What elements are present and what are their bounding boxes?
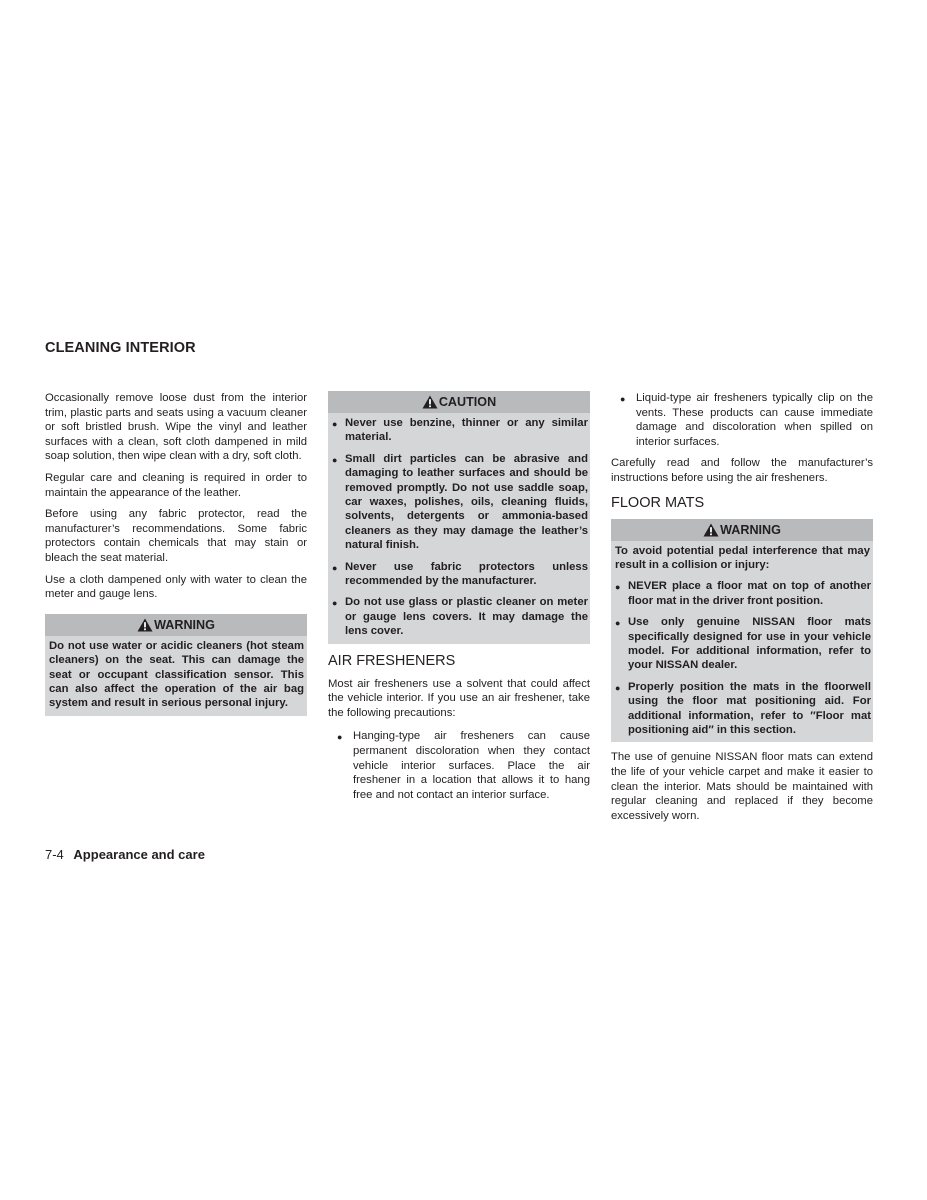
warning-text: Do not use water or acidic cleaners (hot steam cleaners) on the seat. This can damage the seat or occupant classification sensor. This can also affect the operation of the air bag system and result in serious personal injury. [49, 639, 304, 710]
list-item: ● Hanging-type air fresheners can cause permanent discoloration when they contact vehicle interior surfaces. Place the air freshener in a location that allows it to hang free and not contact an interior surface. [337, 730, 590, 801]
bullet-dot-icon: ● [332, 419, 338, 429]
caution-list [328, 416, 590, 639]
air-freshener-list-continued [611, 391, 873, 449]
paragraph: Use a cloth dampened only with water to clean the meter and gauge lens. [45, 573, 307, 601]
list-item: ● Liquid-type air fresheners typically clip on the vents. These products can cause immediate damage and discoloration when spilled on interior surfaces. [620, 392, 873, 448]
list-item: ● Do not use glass or plastic cleaner on meter or gauge lens covers. It may damage the lens cover. [332, 596, 588, 638]
bullet-dot-icon: ● [332, 598, 338, 609]
air-freshener-list [328, 729, 590, 802]
floor-mat-warning-box [611, 519, 873, 743]
page-footer [45, 847, 205, 862]
list-item: ● NEVER place a floor mat on top of another floor mat in the driver front position. [615, 580, 871, 607]
column-right [611, 391, 873, 830]
air-fresheners-heading: AIR FRESHENERS [328, 652, 456, 669]
list-item: ● Never use fabric protectors unless recommended by the manufacturer. [332, 560, 588, 588]
page-number: 7-4 [45, 847, 64, 862]
list-item: ● Small dirt particles can be abrasive and damaging to leather surfaces and should be removed promptly. Do not use saddle soap, car waxes, polishes, oils, cleaning fluids, solvents, detergents or ammonia-based cleaners as they may damage the leather’s natural finish. [332, 452, 588, 552]
bullet-dot-icon: ● [337, 732, 343, 743]
chapter-title: Appearance and care [73, 847, 205, 862]
paragraph: Carefully read and follow the manufacturer’s instructions before using the air fresheners. [611, 457, 873, 484]
floor-mats-heading: FLOOR MATS [611, 494, 705, 511]
warning-triangle-icon [703, 523, 719, 537]
bullet-dot-icon: ● [332, 562, 338, 573]
warning-header [45, 614, 307, 636]
bullet-dot-icon: ● [332, 454, 338, 465]
bullet-dot-icon: ● [615, 582, 621, 593]
column-left [45, 391, 307, 724]
paragraph: Regular care and cleaning is required in order to maintain the appearance of the leather. [45, 471, 307, 499]
warning-triangle-icon [137, 618, 153, 632]
floor-mat-warning-list [611, 579, 873, 737]
caution-heading: CAUTION [438, 395, 497, 409]
bullet-dot-icon: ● [620, 394, 626, 404]
list-item: ● Never use benzine, thinner or any similar material. [332, 417, 588, 444]
section-title: CLEANING INTERIOR [45, 340, 196, 356]
bullet-dot-icon: ● [615, 618, 621, 629]
bullet-dot-icon: ● [615, 682, 621, 693]
column-middle [328, 391, 590, 809]
paragraph: Before using any fabric protector, read the manufacturer’s recommendations. Some fabric protectors contain chemicals that may stain or bleach the seat material. [45, 508, 307, 564]
caution-header [328, 391, 590, 413]
warning-heading: WARNING [154, 617, 215, 632]
paragraph: Occasionally remove loose dust from the interior trim, plastic parts and seats using a vacuum cleaner or soft bristled brush. Wipe the vinyl and leather surfaces with a clean, soft cloth dampened in mild soap solution, then wipe clean with a dry, soft cloth. [45, 392, 307, 463]
caution-box [328, 391, 590, 644]
paragraph: Most air fresheners use a solvent that could affect the vehicle interior. If you use an air freshener, take the following precautions: [328, 677, 590, 719]
warning-header [611, 519, 873, 541]
list-item: ● Properly position the mats in the floorwell using the floor mat positioning aid. For additional information, refer to ″Floor mat positioning aid″ in this section. [615, 680, 871, 737]
warning-triangle-icon [422, 395, 438, 409]
warning-intro: To avoid potential pedal interference that may result in a collision or injury: [615, 544, 870, 571]
seat-warning-box [45, 614, 307, 716]
warning-heading: WARNING [720, 522, 781, 537]
paragraph: The use of genuine NISSAN floor mats can extend the life of your vehicle carpet and make it easier to clean the interior. Mats should be maintained with regular cleaning and replaced if they become excessively worn. [611, 751, 873, 822]
list-item: ● Use only genuine NISSAN floor mats specifically designed for use in your vehicle model. For additional information, refer to your NISSAN dealer. [615, 616, 871, 672]
